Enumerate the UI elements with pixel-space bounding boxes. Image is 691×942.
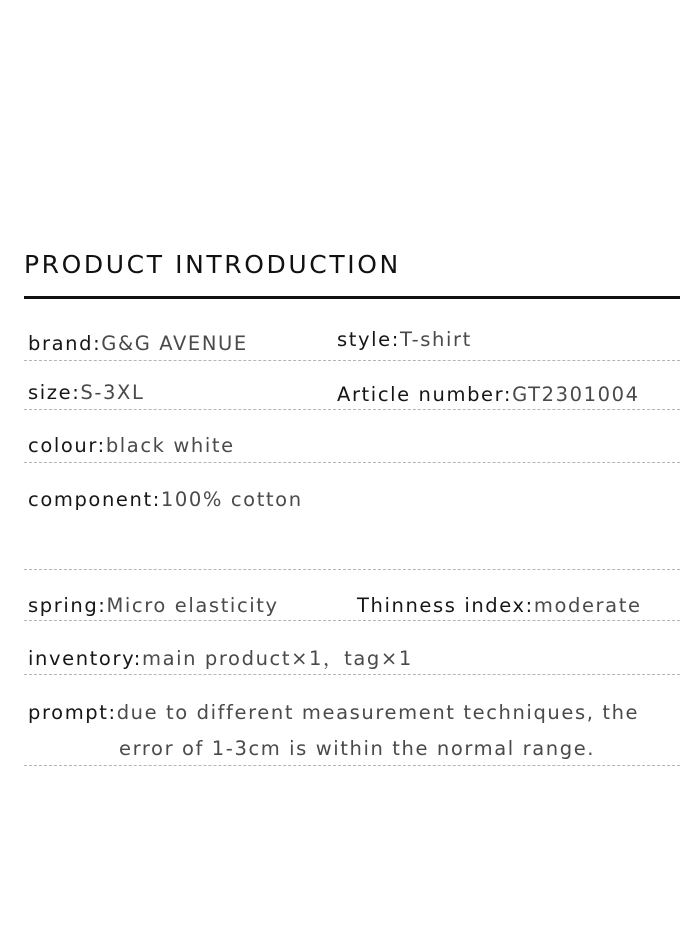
size-value: S-3XL bbox=[80, 381, 145, 404]
component-label: component: bbox=[28, 488, 161, 511]
spring-field bbox=[28, 594, 279, 618]
spec-row-spring-thinness bbox=[24, 570, 680, 621]
inventory-label: inventory: bbox=[28, 647, 142, 670]
colour-field bbox=[28, 434, 235, 458]
title-divider bbox=[24, 296, 680, 299]
size-field bbox=[28, 381, 144, 405]
style-label: style: bbox=[337, 328, 400, 351]
article-number-value: GT2301004 bbox=[512, 383, 640, 406]
article-number-label: Article number: bbox=[337, 383, 513, 406]
colour-label: colour: bbox=[28, 434, 106, 457]
component-value: 100% cotton bbox=[160, 488, 303, 511]
brand-label: brand: bbox=[28, 332, 102, 355]
spec-row-component bbox=[24, 463, 680, 570]
spec-row-prompt bbox=[24, 675, 680, 766]
spec-row-size-article bbox=[24, 361, 680, 410]
colour-value: black white bbox=[105, 434, 235, 457]
prompt-label: prompt: bbox=[28, 701, 117, 724]
thinness-index-label: Thinness index: bbox=[357, 594, 534, 617]
spec-row-inventory bbox=[24, 621, 680, 675]
spec-row-colour bbox=[24, 410, 680, 463]
spec-row-brand-style bbox=[24, 300, 680, 361]
component-field bbox=[28, 488, 303, 512]
inventory-field bbox=[28, 647, 413, 671]
spring-value: Micro elasticity bbox=[106, 594, 279, 617]
prompt-field bbox=[28, 701, 639, 725]
brand-field bbox=[28, 332, 248, 356]
prompt-value-line2: error of 1-3cm is within the normal range. bbox=[119, 737, 596, 760]
spring-label: spring: bbox=[28, 594, 107, 617]
size-label: size: bbox=[28, 381, 81, 404]
page-title: PRODUCT INTRODUCTION bbox=[24, 250, 401, 279]
prompt-value-line1: due to different measurement techniques, the bbox=[116, 701, 640, 724]
thinness-index-value: moderate bbox=[533, 594, 642, 617]
style-field bbox=[337, 328, 472, 352]
article-number-field bbox=[337, 383, 640, 407]
inventory-value: main product×1，tag×1 bbox=[141, 647, 413, 670]
thinness-index-field bbox=[357, 594, 642, 618]
brand-value: G&G AVENUE bbox=[101, 332, 248, 355]
style-value: T-shirt bbox=[399, 328, 472, 351]
